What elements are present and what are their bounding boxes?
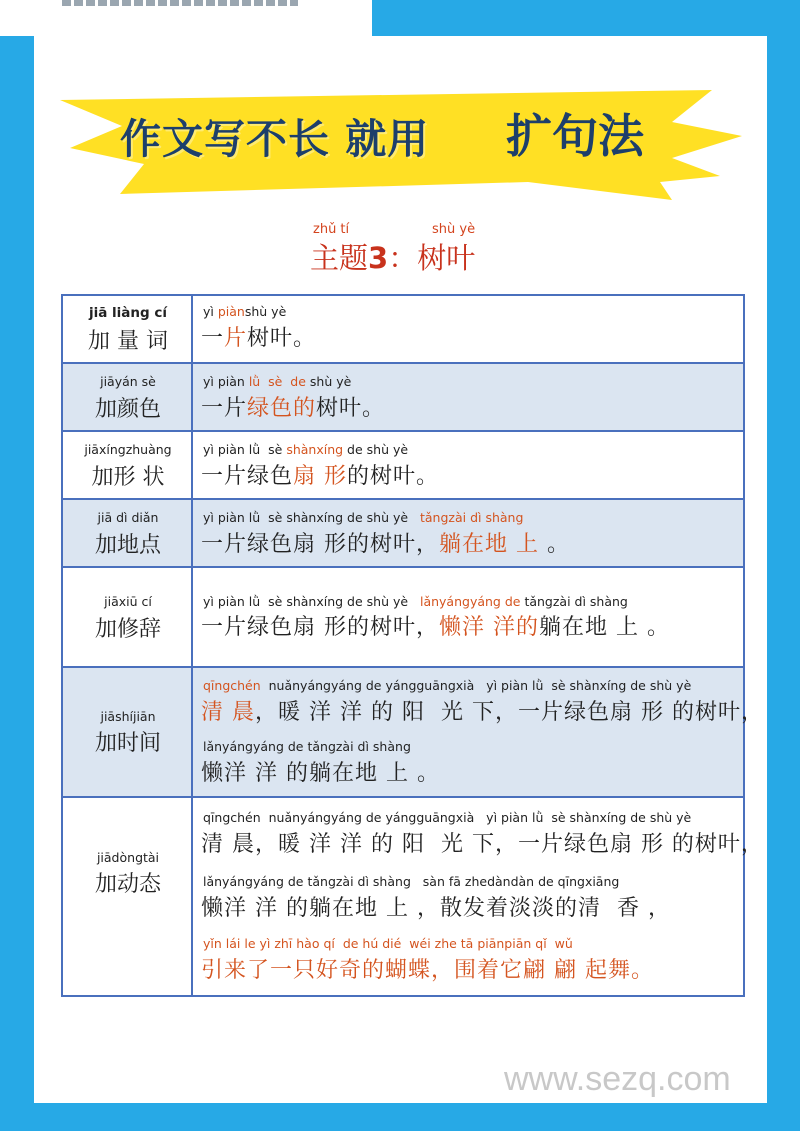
row-label-cell xyxy=(63,668,193,796)
sentence-pinyin: yì piàn lǜ sè shànxíng de shù yè lǎnyángyáng de tǎngzài dì shàng xyxy=(203,594,628,609)
sentence-pinyin: lǎnyángyáng de tǎngzài dì shàng sàn fā zhedàndàn de qīngxiāng xyxy=(203,874,620,889)
watermark: www.sezq.com xyxy=(504,1060,731,1098)
sentence-text: 一片绿色扇 形的树叶，懒洋 洋的躺在地 上 。 xyxy=(201,615,670,640)
theme-topic: 树叶 xyxy=(417,241,476,275)
theme-sep: ： xyxy=(388,241,418,275)
top-strip-pattern xyxy=(62,0,298,6)
sentence-text: 一片树叶。 xyxy=(201,326,317,351)
theme-label: 主题 xyxy=(310,241,369,275)
row-label-pinyin: jiāyán sè xyxy=(100,374,156,389)
table-row xyxy=(63,668,764,796)
table-row xyxy=(63,432,743,498)
sentence-text: 引来了一只好奇的蝴蝶，围着它翩 翩 起舞。 xyxy=(201,958,654,983)
row-label-cell xyxy=(63,432,193,498)
row-label: 加时间 xyxy=(94,731,161,756)
row-content-cell xyxy=(193,296,743,362)
sentence-pinyin: lǎnyángyáng de tǎngzài dì shàng xyxy=(203,739,411,754)
table-row xyxy=(63,296,743,362)
sentence-text: 一片绿色的树叶。 xyxy=(201,396,386,421)
row-label: 加 量 词 xyxy=(88,329,168,354)
row-label: 加形 状 xyxy=(91,465,165,490)
sentence-text: 一片绿色扇 形的树叶，躺在地 上 。 xyxy=(201,532,570,557)
row-label-pinyin: jiā liàng cí xyxy=(88,305,168,321)
row-label-cell xyxy=(63,296,193,362)
theme-heading xyxy=(310,236,475,277)
row-label-cell xyxy=(63,798,193,995)
sentence-text: 懒洋 洋 的躺在地 上 。 xyxy=(201,761,440,786)
row-content-cell xyxy=(193,668,764,796)
page-title-emphasis: 扩句法 xyxy=(506,109,644,163)
row-label: 加修辞 xyxy=(94,617,161,642)
row-content-cell xyxy=(193,798,764,995)
expansion-table xyxy=(61,294,764,997)
table-row xyxy=(63,500,743,566)
row-label: 加颜色 xyxy=(94,397,161,422)
row-label-pinyin: jiādòngtài xyxy=(96,850,160,865)
sentence-pinyin: yǐn lái le yì zhī hào qí de hú dié wéi zhe tā piānpiān qǐ wǔ xyxy=(203,936,573,951)
table-row xyxy=(63,568,743,666)
theme-pinyin-1: zhǔ tí xyxy=(313,222,350,237)
sentence-text: 清 晨，暖 洋 洋 的 阳 光 下，一片绿色扇 形 的树叶， xyxy=(201,700,764,725)
top-strip xyxy=(0,0,372,36)
row-label-pinyin: jiāxiū cí xyxy=(104,594,152,609)
row-label-cell xyxy=(63,568,193,666)
sentence-pinyin: yì piàn lǜ sè shànxíng de shù yè xyxy=(203,442,409,457)
row-content-cell xyxy=(193,432,743,498)
sentence-text: 懒洋 洋 的躺在地 上 ，散发着淡淡的清 香 ， xyxy=(201,896,671,921)
sentence-pinyin: qīngchén nuǎnyángyáng de yángguāngxià yì piàn lǜ sè shànxíng de shù yè xyxy=(203,810,692,825)
sentence-pinyin: yì piàn lǜ sè shànxíng de shù yè tǎngzài dì shàng xyxy=(203,510,524,525)
sentence-pinyin: qīngchén nuǎnyángyáng de yángguāngxià yì piàn lǜ sè shànxíng de shù yè xyxy=(203,678,692,693)
row-content-cell xyxy=(193,500,743,566)
row-label-cell xyxy=(63,500,193,566)
table-row xyxy=(63,798,764,995)
row-label-cell xyxy=(63,364,193,430)
row-label: 加动态 xyxy=(94,872,161,897)
theme-number: 3 xyxy=(368,241,389,275)
row-label: 加地点 xyxy=(94,533,161,558)
sentence-pinyin: yì piàn lǜ sè de shù yè xyxy=(203,374,352,389)
row-content-cell xyxy=(193,568,743,666)
sentence-text: 一片绿色扇 形的树叶。 xyxy=(201,464,440,489)
theme-pinyin-2: shù yè xyxy=(432,222,476,237)
sentence-pinyin: yì piànshù yè xyxy=(203,304,287,319)
table-row xyxy=(63,364,743,430)
row-label-pinyin: jiāxíngzhuàng xyxy=(84,442,172,457)
row-content-cell xyxy=(193,364,743,430)
row-label-pinyin: jiā dì diǎn xyxy=(97,510,159,525)
page-title: 作文写不长 就用 xyxy=(120,115,430,163)
row-label-pinyin: jiāshíjiān xyxy=(100,709,156,724)
sentence-text: 清 晨，暖 洋 洋 的 阳 光 下，一片绿色扇 形 的树叶， xyxy=(201,832,764,857)
